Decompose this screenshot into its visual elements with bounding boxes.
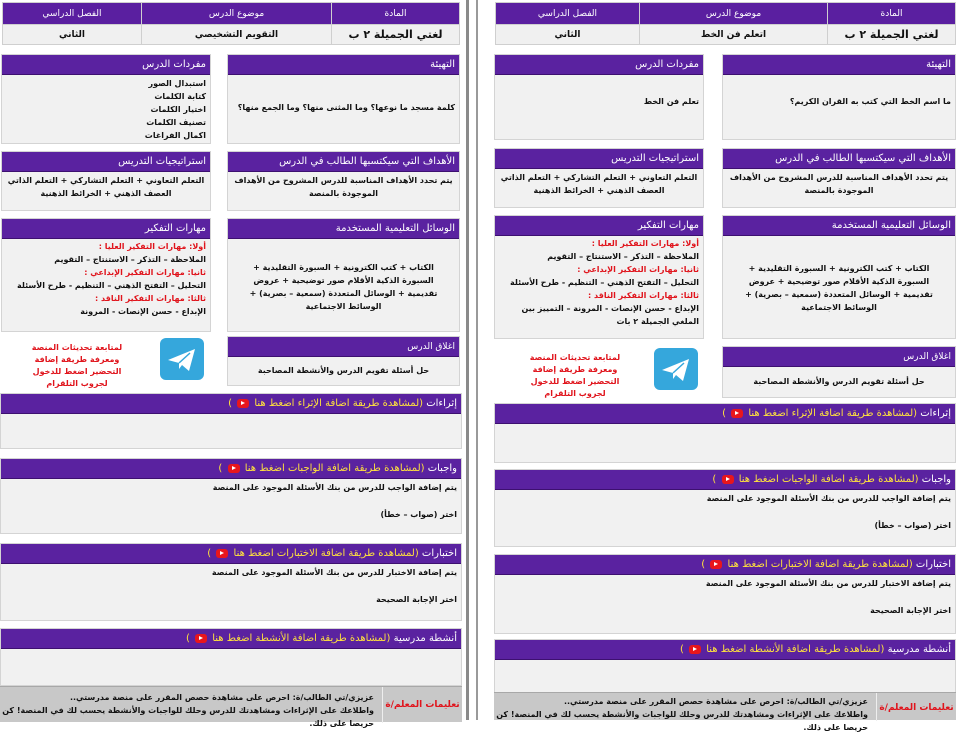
- enrichment-video-link[interactable]: (لمشاهدة طريقة اضافة الإثراء اضغط هنا ): [722, 408, 918, 419]
- youtube-icon: [722, 475, 734, 484]
- teacher-instructions: [0, 686, 462, 728]
- vocab-item: كتابة الكلمات: [154, 92, 206, 101]
- topic-header: موضوع الدرس: [142, 3, 332, 25]
- youtube-icon: [689, 645, 701, 654]
- warmup-title: التهيئة: [228, 55, 459, 75]
- youtube-icon: [195, 634, 207, 643]
- homework-title: واجبات: [427, 463, 457, 474]
- enrichment-title: إثراءات: [426, 398, 457, 409]
- page-edge-left: [466, 0, 469, 720]
- vocab-item: استبدال الصور: [148, 79, 206, 88]
- homework-text: يتم إضافة الواجب للدرس من بنك الأسئلة الموجود على المنصة: [212, 483, 457, 492]
- critical-thinking-heading: ثالثا: مهارات التفكير الناقد :: [588, 291, 699, 300]
- creative-thinking-heading: ثانيا: مهارات التفكير الإبداعي :: [577, 265, 699, 274]
- teacher-instructions: [494, 692, 956, 732]
- subject-header: المادة: [332, 3, 460, 25]
- tests-video-link[interactable]: (لمشاهدة طريقة اضافة الاختبارات اضغط هنا ): [701, 559, 913, 570]
- lesson-info-table: [2, 2, 460, 45]
- tools-text: الكتاب + كتب الكترونية + السبورة التقليدية + السبورة الذكية الأقلام صور توضيحية + عروض تقديمية + الوسائل المتعددة (سمعية – بصرية) + الوسائط الاجتماعية: [249, 263, 438, 311]
- thinking-title: مهارات التفكير: [495, 216, 703, 236]
- activities-section: [0, 628, 462, 686]
- closing-section: [722, 346, 956, 398]
- homework-video-link[interactable]: (لمشاهدة طريقة اضافة الواجبات اضغط هنا ): [218, 463, 425, 474]
- tests-section: [0, 543, 462, 621]
- lesson-plan-page-1: [0, 0, 462, 728]
- tests-text: يتم إضافة الاختبار للدرس من بنك الأسئلة الموجود على المنصة: [705, 579, 951, 588]
- warmup-text: ما اسم الخط التي كتب به القران الكريم؟: [789, 97, 951, 106]
- tools-section: [722, 215, 956, 339]
- youtube-icon: [216, 549, 228, 558]
- tools-title: الوسائل التعليمية المستخدمة: [228, 219, 459, 239]
- telegram-link-text[interactable]: لمتابعة تحديثات المنصة ومعرفة طريقة إضافة التحضير اضغط للدخول لجروب التلقرام: [31, 343, 123, 388]
- tools-text: الكتاب + كتب الكترونية + السبورة التقليدية + السبورة الذكية الأقلام صور توضيحية + عروض تقديمية + الوسائل المتعددة (سمعية – بصرية) + الوسائط الاجتماعية: [745, 264, 933, 312]
- youtube-icon: [237, 399, 249, 408]
- homework-type: اختر (صواب – خطأ): [380, 510, 457, 519]
- instructions-line-1: عزيزي/تي الطالب/ة: احرص على مشاهدة حصص المقرر على منصة مدرستي..: [69, 693, 374, 702]
- vocab-section: [1, 54, 211, 144]
- semester-value: الثاني: [3, 25, 142, 45]
- telegram-icon[interactable]: [160, 338, 204, 380]
- activities-video-link[interactable]: (لمشاهدة طريقة اضافة الأنشطة اضغط هنا ): [185, 633, 391, 644]
- strategies-text: التعلم التعاوني + التعلم التشاركي + التعلم الذاتي العصف الذهني + الخرائط الذهنية: [500, 173, 698, 195]
- closing-section: [227, 336, 460, 386]
- warmup-section: [722, 54, 956, 140]
- thinking-skills-section: [494, 215, 704, 339]
- enrichment-video-link[interactable]: (لمشاهدة طريقة اضافة الإثراء اضغط هنا ): [228, 398, 424, 409]
- warmup-section: [227, 54, 460, 144]
- strategies-title: استراتيجيات التدريس: [2, 152, 210, 172]
- critical-thinking-text: الإبداع - حسن الإنصات - المرونة – التمييز بين الملغي الجميلة ٢ بات: [521, 304, 699, 326]
- youtube-icon: [710, 560, 722, 569]
- goals-text: يتم تحدد الأهداف المناسبة للدرس المشروح من الأهداف الموجودة بالمنصة: [729, 173, 949, 195]
- goals-text: يتم تحدد الأهداف المناسبة للدرس المشروح من الأهداف الموجودة بالمنصة: [234, 176, 453, 198]
- homework-section: [494, 469, 956, 547]
- teacher-instructions-label: تعليمات المعلم/ة: [876, 693, 956, 721]
- vocab-title: مفردات الدرس: [2, 55, 210, 75]
- teacher-instructions-label: تعليمات المعلم/ة: [382, 687, 462, 723]
- youtube-icon: [731, 409, 743, 418]
- thinking-title: مهارات التفكير: [2, 219, 210, 239]
- semester-header: الفصل الدراسي: [3, 3, 142, 25]
- thinking-skills-section: [1, 218, 211, 332]
- vocab-title: مفردات الدرس: [495, 55, 703, 75]
- closing-text: حل أسئلة تقويم الدرس والأنشطة المصاحبة: [753, 377, 925, 386]
- goals-title: الأهداف التي سيكتسبها الطالب في الدرس: [723, 149, 955, 169]
- tests-section: [494, 554, 956, 634]
- critical-thinking-text: الإبداع - حسن الإنصات - المرونة: [80, 307, 206, 316]
- homework-video-link[interactable]: (لمشاهدة طريقة اضافة الواجبات اضغط هنا ): [712, 474, 919, 485]
- closing-title: اغلاق الدرس: [723, 347, 955, 367]
- homework-title: واجبات: [921, 474, 951, 485]
- topic-value: اتعلم فن الخط: [640, 25, 828, 45]
- tests-title: اختبارات: [915, 559, 951, 570]
- telegram-icon[interactable]: [654, 348, 698, 390]
- strategies-section: [494, 148, 704, 208]
- goals-section: [722, 148, 956, 208]
- critical-thinking-heading: ثالثا: مهارات التفكير الناقد :: [95, 294, 206, 303]
- topic-header: موضوع الدرس: [640, 3, 828, 25]
- homework-section: [0, 458, 462, 534]
- warmup-text: كلمة مسجد ما نوعها؟ وما المثنى منها؟ وما الجمع منها؟: [237, 103, 455, 112]
- enrichment-title: إثراءات: [920, 408, 951, 419]
- vocab-section: [494, 54, 704, 140]
- tests-type: اختر الإجابة الصحيحة: [376, 595, 457, 604]
- enrichment-section: [0, 393, 462, 449]
- strategies-title: استراتيجيات التدريس: [495, 149, 703, 169]
- higher-thinking-text: الملاحظة – التذكر – الاستنتاج – التقويم: [547, 252, 699, 261]
- tests-type: اختر الإجابة الصحيحة: [870, 606, 951, 615]
- youtube-icon: [228, 464, 240, 473]
- activities-title: أنشطة مدرسية: [887, 644, 951, 655]
- higher-thinking-text: الملاحظة – التذكر – الاستنتاج – التقويم: [54, 255, 206, 264]
- vocab-text: تعلم فن الخط: [643, 97, 699, 106]
- tools-title: الوسائل التعليمية المستخدمة: [723, 216, 955, 236]
- topic-value: التقويم التشخيصي: [142, 25, 332, 45]
- creative-thinking-text: التحليل – التفتح الذهني – التنظيم - طرح الأسئلة: [17, 281, 206, 290]
- lesson-plan-page-2: [494, 0, 960, 732]
- vocab-item: تصنيف الكلمات: [146, 118, 206, 127]
- tests-text: يتم إضافة الاختبار للدرس من بنك الأسئلة الموجود على المنصة: [211, 568, 457, 577]
- vocab-item: اكمال الفراغات: [144, 131, 206, 140]
- lesson-info-table: [495, 2, 956, 45]
- vocab-item: اختيار الكلمات: [150, 105, 206, 114]
- closing-title: اغلاق الدرس: [228, 337, 459, 357]
- tools-section: [227, 218, 460, 332]
- warmup-title: التهيئة: [723, 55, 955, 75]
- subject-value: لغتي الجميلة ٢ ب: [828, 25, 956, 45]
- creative-thinking-heading: ثانيا: مهارات التفكير الإبداعي :: [84, 268, 206, 277]
- tests-title: اختبارات: [421, 548, 457, 559]
- subject-header: المادة: [828, 3, 956, 25]
- instructions-line-2: واطلاعك على الإثراءات ومشاهدتك للدرس وحلك للواجبات والأنشطة يحسب لك في المنصة! كن حريصا على ذلك.: [496, 710, 868, 732]
- semester-header: الفصل الدراسي: [496, 3, 640, 25]
- page-divider: [476, 0, 478, 720]
- higher-thinking-heading: أولا: مهارات التفكير العليا :: [591, 239, 699, 248]
- instructions-line-1: عزيزي/تي الطالب/ة: احرص على مشاهدة حصص المقرر على منصة مدرستي..: [563, 697, 868, 706]
- homework-type: اختر (صواب – خطأ): [874, 521, 951, 530]
- strategies-text: التعلم التعاوني + التعلم التشاركي + التعلم الذاتي العصف الذهني + الخرائط الذهنية: [7, 176, 205, 198]
- goals-section: [227, 151, 460, 211]
- creative-thinking-text: التحليل – التفتح الذهني – التنظيم - طرح الأسئلة: [510, 278, 699, 287]
- activities-video-link[interactable]: (لمشاهدة طريقة اضافة الأنشطة اضغط هنا ): [679, 644, 885, 655]
- activities-title: أنشطة مدرسية: [393, 633, 457, 644]
- instructions-line-2: واطلاعك على الإثراءات ومشاهدتك للدرس وحلك للواجبات والأنشطة يحسب لك في المنصة! كن حريصا على ذلك.: [2, 706, 374, 728]
- activities-section: [494, 639, 956, 693]
- tests-video-link[interactable]: (لمشاهدة طريقة اضافة الاختبارات اضغط هنا ): [207, 548, 419, 559]
- subject-value: لغتي الجميلة ٢ ب: [332, 25, 460, 45]
- semester-value: الثاني: [496, 25, 640, 45]
- strategies-section: [1, 151, 211, 211]
- homework-text: يتم إضافة الواجب للدرس من بنك الأسئلة الموجود على المنصة: [706, 494, 951, 503]
- goals-title: الأهداف التي سيكتسبها الطالب في الدرس: [228, 152, 459, 172]
- higher-thinking-heading: أولا: مهارات التفكير العليا :: [98, 242, 206, 251]
- closing-text: حل أسئلة تقويم الدرس والأنشطة المصاحبة: [257, 366, 430, 375]
- enrichment-section: [494, 403, 956, 463]
- telegram-link-text[interactable]: لمتابعة تحديثات المنصة ومعرفة طريقة إضافة التحضير اضغط للدخول لجروب التلقرام: [529, 353, 621, 398]
